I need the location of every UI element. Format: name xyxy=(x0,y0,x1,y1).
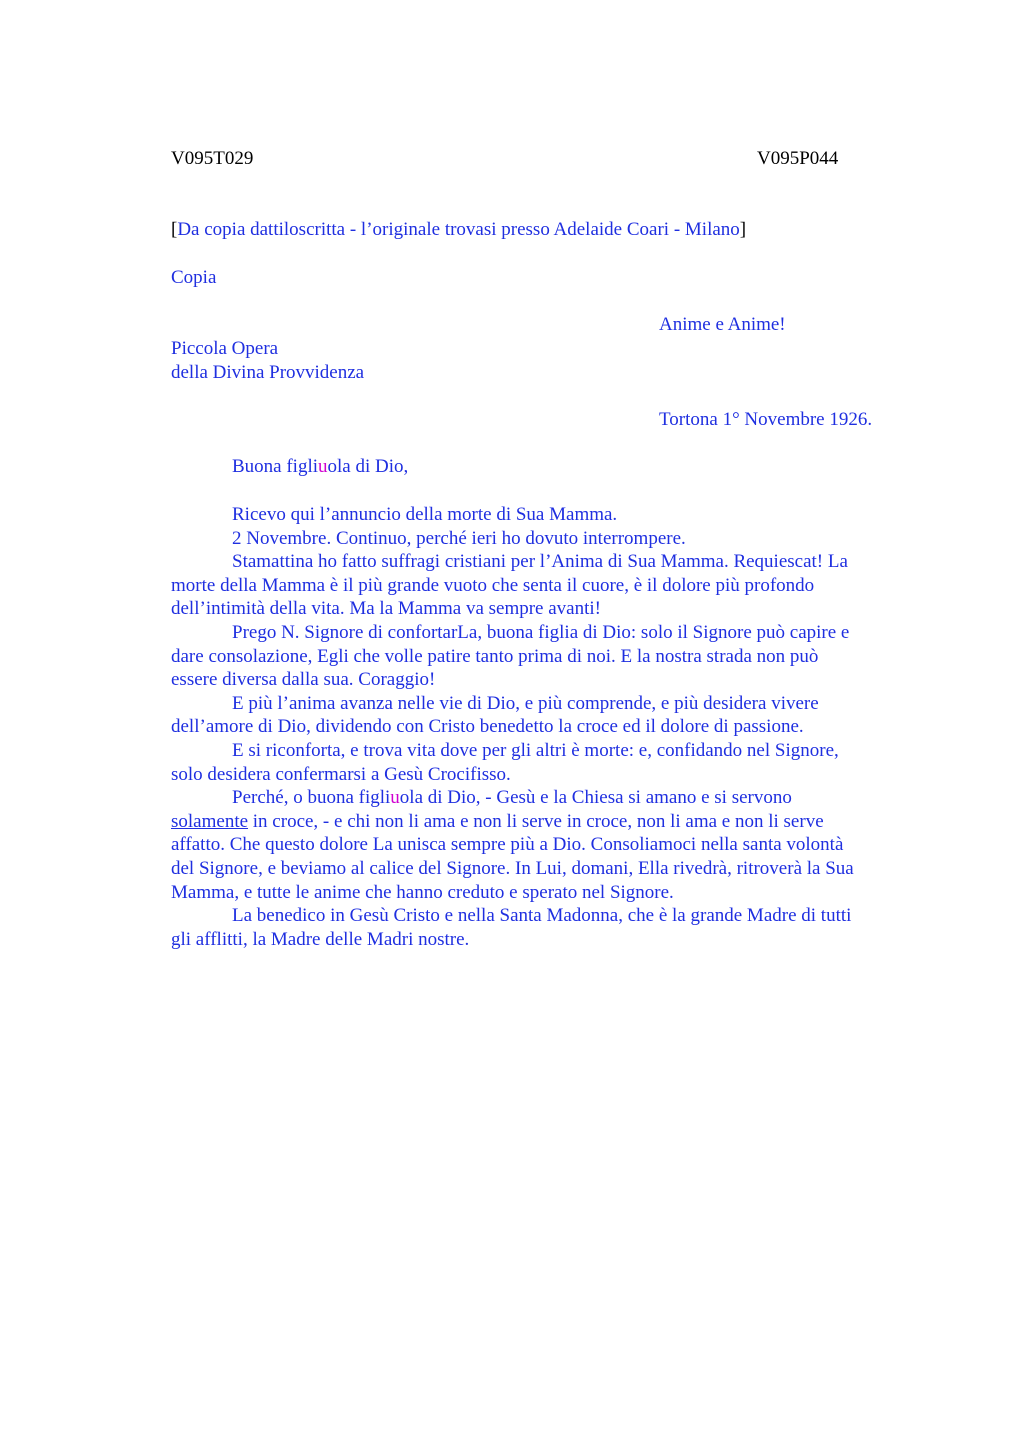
source-note xyxy=(171,218,746,242)
paragraph-1: Ricevo qui l’annuncio della morte di Sua Mamma. xyxy=(232,504,618,525)
organization-heading xyxy=(171,337,364,384)
document-code-left: V095T029 xyxy=(171,148,254,169)
document-code-right: V095P044 xyxy=(757,148,839,169)
paragraph-4-line: dare consolazione, Egli che volle patire tanto prima di noi. E la nostra strada non può xyxy=(171,645,819,667)
paragraph-3-line: Stamattina ho fatto suffragi cristiani per l’Anima di Sua Mamma. Requiescat! La xyxy=(232,551,848,573)
paragraph-4 xyxy=(171,621,916,692)
paragraph-3 xyxy=(171,550,916,621)
paragraph-8-line: La benedico in Gesù Cristo e nella Santa Madonna, che è la grande Madre di tutti xyxy=(232,905,852,927)
paragraph-2: 2 Novembre. Continuo, perché ieri ho dovuto interrompere. xyxy=(232,527,686,549)
paragraph-7-line: ola di Dio, - Gesù e la Chiesa si amano e si servono xyxy=(399,787,792,809)
paragraph-6 xyxy=(171,739,916,786)
paragraph-7-line: affatto. Che questo dolore La unisca sempre più a Dio. Consoliamoci nella santa volontà xyxy=(171,834,844,856)
paragraph-8 xyxy=(171,904,916,951)
source-note-close-bracket: ] xyxy=(739,219,747,240)
paragraph-5-line: dell’amore di Dio, dividendo con Cristo benedetto la croce ed il dolore di passione. xyxy=(171,716,804,738)
paragraph-7-line: Mamma, e tutte le anime che hanno creduto e sperato nel Signore. xyxy=(171,881,674,903)
paragraph-7-line: in croce, - e chi non li ama e non li serve in croce, non li ama e non li serve xyxy=(248,810,824,832)
paragraph-3-line: dell’intimità della vita. Ma la Mamma va sempre avanti! xyxy=(171,598,601,620)
organization-line-1: Piccola Opera xyxy=(171,338,279,359)
motto: Anime e Anime! xyxy=(659,314,786,335)
salutation-part-1: Buona figli xyxy=(232,456,319,477)
paragraph-7-line: del Signore, e beviamo al calice del Signore. In Lui, domani, Ella rivedrà, ritroverà la Sua xyxy=(171,857,854,879)
paragraph-5-line: E più l’anima avanza nelle vie di Dio, e più comprende, e più desidera vivere xyxy=(232,692,819,714)
source-note-open-bracket: [ xyxy=(171,219,178,240)
paragraph-6-line: E si riconforta, e trova vita dove per gli altri è morte: e, confidando nel Signore, xyxy=(232,739,839,761)
paragraph-3-line: morte della Mamma è il più grande vuoto che senta il cuore, è il dolore più profondo xyxy=(171,574,815,596)
place-date: Tortona 1° Novembre 1926. xyxy=(659,409,873,430)
paragraph-5 xyxy=(171,692,916,739)
paragraph-7-highlight: u xyxy=(390,787,400,809)
paragraph-4-line: Prego N. Signore di confortarLa, buona figlia di Dio: solo il Signore può capire e xyxy=(232,621,850,643)
salutation-highlight: u xyxy=(318,456,328,477)
organization-line-2: della Divina Provvidenza xyxy=(171,361,365,383)
underlined-word: solamente xyxy=(171,810,249,832)
copia-label: Copia xyxy=(171,267,217,288)
salutation xyxy=(232,455,408,479)
paragraph-8-line: gli afflitti, la Madre delle Madri nostre. xyxy=(171,928,470,950)
paragraph-7-line: Perché, o buona figli xyxy=(232,787,391,809)
letter-body xyxy=(171,503,916,951)
paragraph-4-line: essere diversa dalla sua. Coraggio! xyxy=(171,669,436,691)
paragraph-6-line: solo desidera confermarsi a Gesù Crocifisso. xyxy=(171,763,511,785)
source-note-text: Da copia dattiloscritta - l’originale trovasi presso Adelaide Coari - Milano xyxy=(177,219,740,240)
salutation-part-2: ola di Dio, xyxy=(327,456,409,477)
paragraph-7 xyxy=(171,786,916,904)
